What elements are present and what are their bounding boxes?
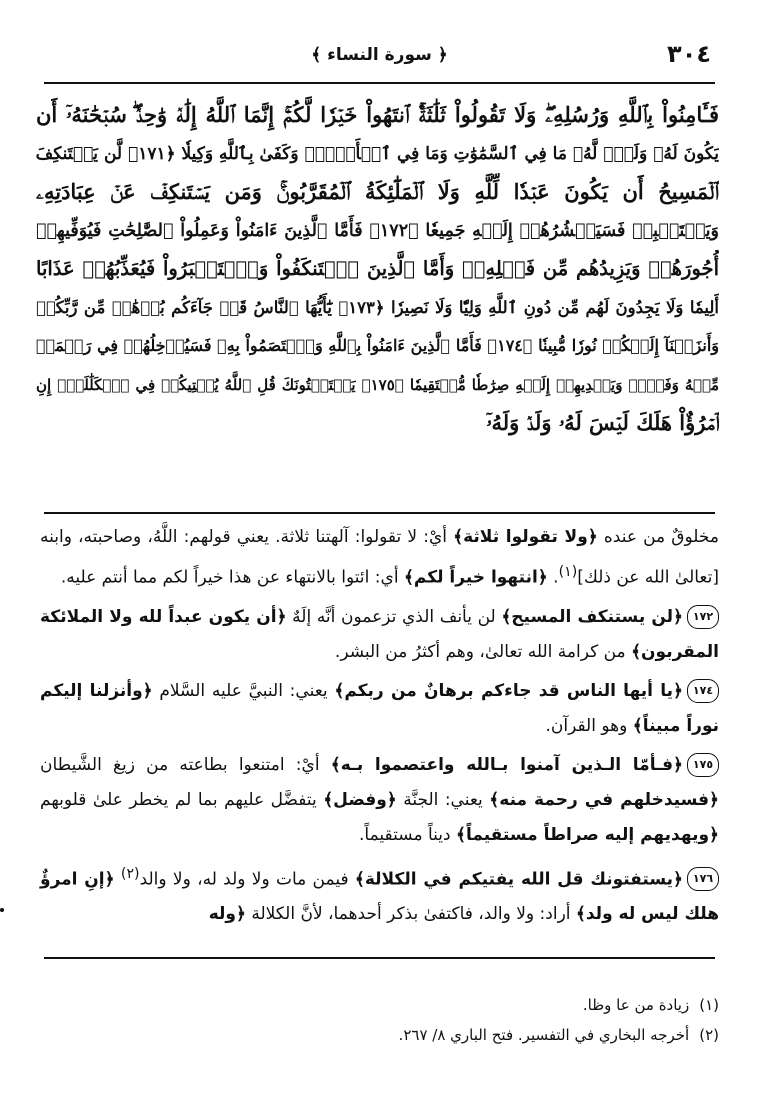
quoted-verse: ﴿فسيدخلهم في رحمة منه﴾ [489, 789, 720, 810]
tafsir-text: أي: ائتوا بالانتهاء عن هذا خيراً لكم مما أنتم عليه. [60, 567, 404, 588]
verse-number-badge: ١٧٥ [687, 753, 719, 777]
tafsir-text: يعني: النبيَّ عليه السَّلام [152, 680, 335, 701]
verse-number-badge: ١٧٤ [687, 679, 719, 703]
footnote-ref[interactable]: (١) [558, 564, 578, 580]
footnote-number: (١) [699, 996, 719, 1014]
quoted-verse: ﴿يستفتونك قل الله يفتيكم في الكلالة﴾ [354, 869, 683, 890]
tafsir-text: مخلوقٌ من عنده [597, 527, 719, 547]
tafsir-text: . [547, 567, 559, 588]
tafsir-text: أيْ: امتنعوا بطاعته من زيغ الشَّيطان [40, 754, 331, 775]
quoted-verse: ﴿انتهوا خيراً لكم﴾ [403, 567, 548, 588]
quran-text-block [36, 96, 719, 443]
tafsir-text: لن يأنف الذي تزعمون أنَّه إلَهٌ [286, 606, 502, 627]
quoted-verse: ﴿إنِ امرؤٌ هلك ليس له ولد﴾ [40, 869, 719, 925]
quran-line: فَـَٔامِنُواْ بِٱللَّهِ وَرُسُلِهِۦۖ وَلَا تَقُولُواْ ثَلَٰثَةٌۚ ٱنتَهُواْ خَيۡرٗا لَّكُمۡۚ إِنَّمَا ٱللَّهُ إِلَٰهٞ وَٰحِدٞۖ سُبۡحَٰنَهُۥٓ أَن [36, 102, 719, 127]
quoted-verse: ﴿لن يستنكف المسيح﴾ [501, 606, 683, 627]
quoted-verse: ﴿ولا تقولوا ثلاثة﴾ [453, 527, 598, 547]
tafsir-text: من كرامة الله تعالىٰ، وهم أكثرُ من البشر. [334, 641, 632, 662]
footnote-item [48, 1020, 719, 1050]
quran-line: وَأَنزَلۡنَآ إِلَيۡكُمۡ نُورٗا مُّبِينٗا ﴿١٧٤﴾ فَأَمَّا ٱلَّذِينَ ءَامَنُواْ بِٱللَّهِ وَٱعۡتَصَمُواْ بِهِۦ فَسَيُدۡخِلُهُمۡ فِي رَحۡمَةٖ [36, 336, 719, 355]
quoted-verse: ﴿وله [208, 904, 246, 925]
tafsir-text: يعني: الجنَّة [396, 789, 490, 810]
footnote-ref[interactable]: (٢) [120, 865, 140, 882]
quoted-verse: ﴿أن يكون عبداً لله ولا الملائكة المقربون﴾ [40, 606, 719, 662]
page-header [48, 40, 711, 80]
quran-line: ٱلۡمَسِيحُ أَن يَكُونَ عَبۡدٗا لِّلَّهِ وَلَا ٱلۡمَلَٰٓئِكَةُ ٱلۡمُقَرَّبُونَۚ وَمَن يَسۡتَنكِفۡ عَنۡ عِبَادَتِهِۦ [36, 179, 719, 204]
tafsir-text: ديناً مستقيماً. [359, 824, 456, 845]
quran-line: ٱمۡرُؤٌاْ هَلَكَ لَيۡسَ لَهُۥ وَلَدٞ وَلَهُۥٓ [486, 410, 719, 435]
quran-line: أُجُورَهُمۡ وَيَزِيدُهُم مِّن فَضۡلِهِۦۖ وَأَمَّا ٱلَّذِينَ ٱسۡتَنكَفُواْ وَٱسۡتَكۡبَرُواْ فَيُعَذِّبُهُمۡ عَذَابًا [36, 257, 719, 280]
page-number: ٣٠٤ [667, 40, 711, 68]
quran-line: وَيَسۡتَكۡبِرۡ فَسَيَحۡشُرُهُمۡ إِلَيۡهِ جَمِيعٗا ﴿١٧٢﴾ فَأَمَّا ٱلَّذِينَ ءَامَنُواْ وَعَمِلُواْ ٱلصَّٰلِحَٰتِ فَيُوَفِّيهِمۡ [36, 220, 719, 241]
verse-number-badge: ١٧٦ [687, 867, 719, 891]
tafsir-text: وهو القرآن. [545, 715, 633, 736]
footnote-divider [44, 957, 715, 959]
quoted-verse: ﴿وفضل﴾ [323, 789, 397, 810]
footnotes-block [48, 990, 719, 1050]
tafsir-text: فيمن مات ولا ولد له، ولا والد [139, 869, 355, 890]
footnote-text: أخرجه البخاري في التفسير. فتح الباري ٨/ ٢٦٧. [398, 1026, 690, 1044]
footnote-text: زيادة من عا وظا. [582, 996, 690, 1014]
tafsir-paragraph-175 [40, 748, 719, 853]
tafsir-paragraph-174 [40, 674, 719, 744]
quran-line: مِّنۡهُ وَفَضۡلٖ وَيَهۡدِيهِمۡ إِلَيۡهِ صِرَٰطٗا مُّسۡتَقِيمٗا ﴿١٧٥﴾ يَسۡتَفۡتُونَكَ قُلِ ٱللَّهُ يُفۡتِيكُمۡ فِي ٱلۡكَلَٰلَةِۚ إِنِ [36, 375, 719, 394]
quoted-verse: ﴿وأنزلنا إليكم نوراً مبيناً﴾ [40, 680, 719, 736]
tafsir-text: أراد: ولا والد، فاكتفىٰ بذكر أحدهما، لأنَّ الكلالة [245, 904, 576, 925]
quoted-verse: ﴿فـأمّا الـذين آمنوا بـالله واعتصموا بـه﴾ [330, 754, 683, 775]
footnote-item [48, 990, 719, 1020]
quoted-verse: ﴿يا أيها الناس قد جاءكم برهانٌ من ربكم﴾ [334, 680, 683, 701]
tafsir-block [40, 520, 719, 932]
tafsir-text: يتفضَّل عليهم بما لم يخطر علىٰ قلوبهم [40, 789, 324, 810]
tafsir-text: أيْ: لا تقولوا: آلهتنا ثلاثة. يعني قولهم: اللَّهُ، وصاحبته، وابنه [تعالىٰ الله عن ذلك] [40, 527, 719, 588]
tafsir-paragraph-176 [40, 857, 719, 933]
header-divider [44, 82, 715, 84]
verse-number-badge: ١٧٢ [687, 605, 719, 629]
tafsir-paragraph-intro [40, 520, 719, 596]
tafsir-paragraph-172 [40, 600, 719, 670]
quoted-verse: ﴿ويهديهم إليه صراطاً مستقيماً﴾ [455, 824, 719, 845]
quran-line: يَكُونَ لَهُۥ وَلَدٞۘ لَّهُۥ مَا فِي ٱلسَّمَٰوَٰتِ وَمَا فِي ٱلۡأَرۡضِۗ وَكَفَىٰ بِٱللَّهِ وَكِيلٗا ﴿١٧١﴾ لَّن يَسۡتَنكِفَ [36, 143, 719, 164]
footnote-number: (٢) [699, 1026, 719, 1044]
quran-line: أَلِيمٗا وَلَا يَجِدُونَ لَهُم مِّن دُونِ ٱللَّهِ وَلِيّٗا وَلَا نَصِيرٗا ﴿١٧٣﴾ يَٰٓأَيُّهَا ٱلنَّاسُ قَدۡ جَآءَكُم بُرۡهَٰنٞ مِّن رَّبِّكُمۡ [36, 297, 719, 317]
quran-tafsir-divider [44, 512, 715, 514]
margin-dot [0, 908, 4, 912]
surah-title: ﴿ سورة النساء ﴾ [311, 45, 448, 65]
